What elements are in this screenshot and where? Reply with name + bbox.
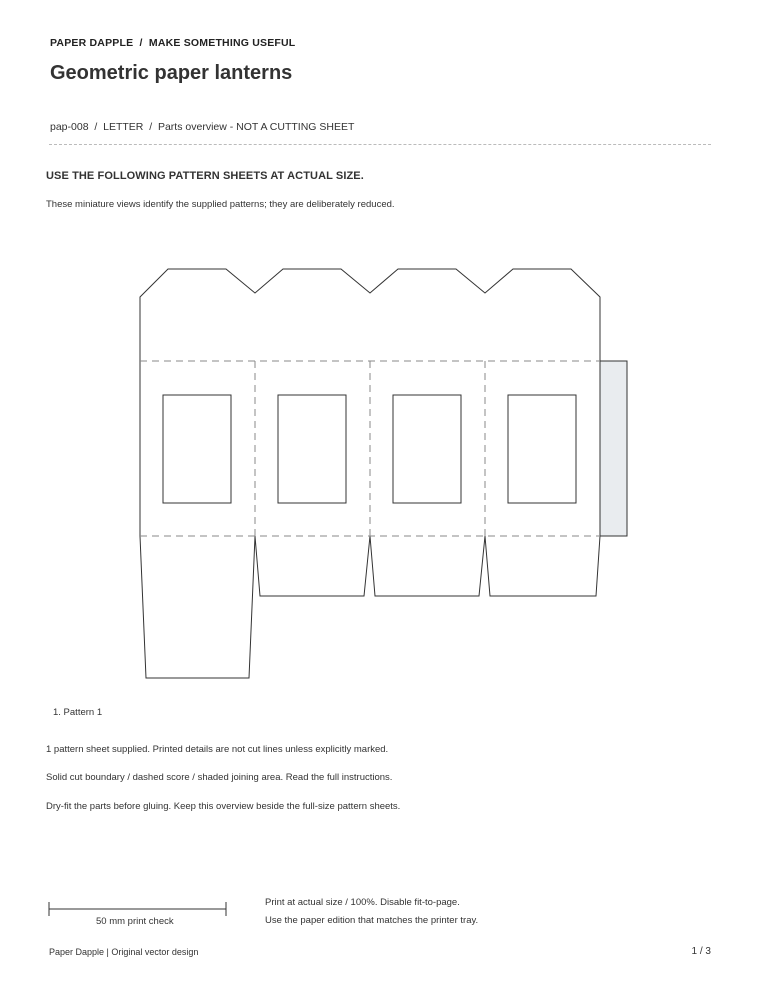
pattern-caption: 1. Pattern 1 — [53, 707, 103, 718]
note-legend: Solid cut boundary / dashed score / shaded joining area. Read the full instructions. — [46, 772, 393, 783]
scale-bar — [49, 902, 226, 916]
footer-credit: Paper Dapple | Original vector design — [49, 947, 199, 957]
paper-instruction: Use the paper edition that matches the printer tray. — [265, 915, 479, 926]
print-instruction: Print at actual size / 100%. Disable fit-to-page. — [265, 897, 460, 908]
section-heading: USE THE FOLLOWING PATTERN SHEETS AT ACTUAL SIZE. — [46, 170, 364, 182]
scale-label: 50 mm print check — [96, 916, 174, 927]
page-title: Geometric paper lanterns — [50, 62, 293, 84]
intro-text: These miniature views identify the supplied patterns; they are deliberately reduced. — [46, 199, 395, 210]
score-lines — [140, 361, 600, 536]
page-number: 1 / 3 — [691, 946, 711, 957]
note-dry-fit: Dry-fit the parts before gluing. Keep this overview beside the full-size pattern sheets. — [46, 801, 401, 812]
brand-line: PAPER DAPPLE / MAKE SOMETHING USEFUL — [50, 37, 296, 49]
glue-tab — [600, 361, 627, 536]
note-sheets: 1 pattern sheet supplied. Printed details are not cut lines unless explicitly marked. — [46, 744, 389, 755]
document-meta: pap-008 / LETTER / Parts overview - NOT A CUTTING SHEET — [50, 121, 355, 133]
